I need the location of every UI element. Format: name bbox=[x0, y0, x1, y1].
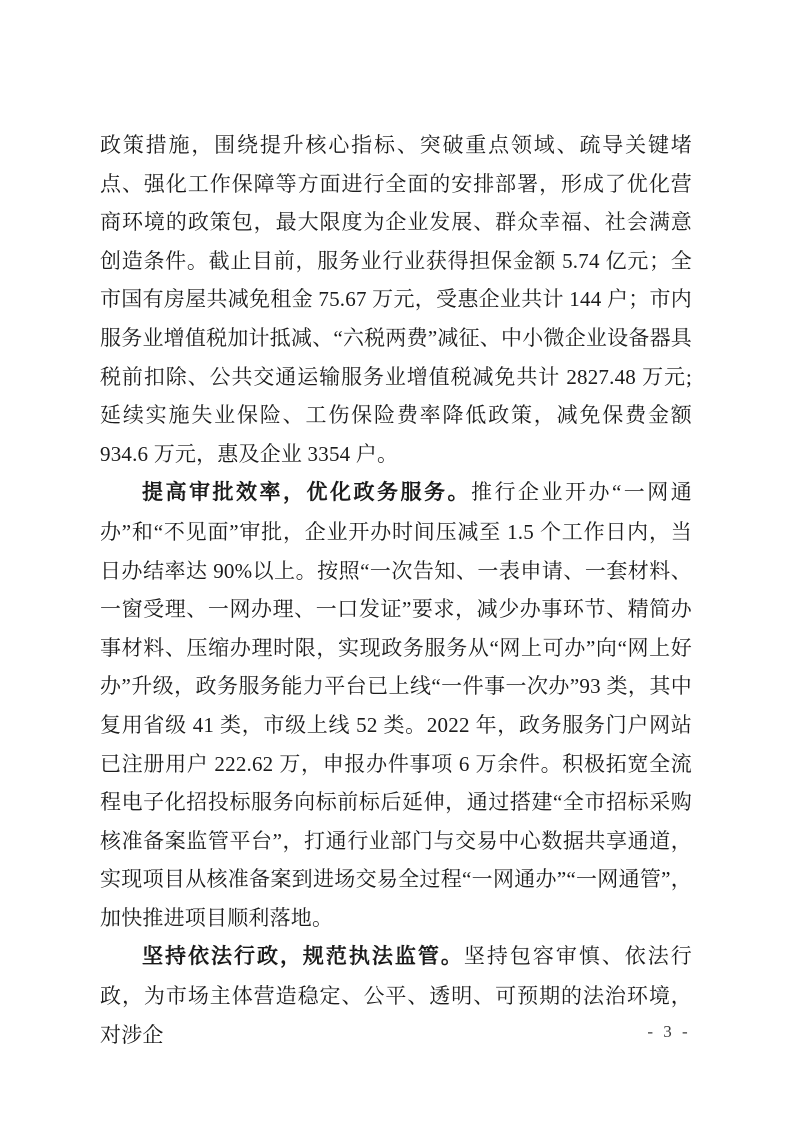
page-number: - 3 - bbox=[647, 1022, 691, 1041]
paragraph bbox=[100, 126, 692, 473]
paragraph-lead-heading: 提高审批效率，优化政务服务。 bbox=[142, 481, 471, 505]
paragraph-lead-heading: 坚持依法行政，规范执法监管。 bbox=[142, 945, 464, 969]
paragraph bbox=[100, 473, 692, 937]
paragraph-text: 政策措施，围绕提升核心指标、突破重点领域、疏导关键堵点、强化工作保障等方面进行全面的安排部署，形成了优化营商环境的政策包，最大限度为企业发展、群众幸福、社会满意创造条件。截止目前，服务业行业获得担保金额 5.74 亿元；全市国有房屋共减免租金 75.67 万元，受惠企业共计 144 户；市内服务业增值税加计抵减、“六税两费”减征、中小微企业设备器具税前扣除、公共交通运输服务业增值税减免共计 2827.48 万元; 延续实施失业保险、工伤保险费率降低政策，减免保费金额 934.6 万元，惠及企业 3354 户。 bbox=[100, 133, 692, 466]
document-body bbox=[100, 126, 692, 1054]
paragraph-text: 推行企业开办“一网通办”和“不见面”审批，企业开办时间压减至 1.5 个工作日内，当日办结率达 90%以上。按照“一次告知、一表申请、一套材料、一窗受理、一网办理、一口发证”要求，减少办事环节、精简办事材料、压缩办理时限，实现政务服务从“网上可办”向“网上好办”升级，政务服务能力平台已上线“一件事一次办”93 类，其中复用省级 41 类，市级上线 52 类。2022 年，政务服务门户网站已注册用户 222.62 万，申报办件事项 6 万余件。积极拓宽全流程电子化招投标服务向标前标后延伸，通过搭建“全市招标采购核准备案监管平台”，打通行业部门与交易中心数据共享通道，实现项目从核准备案到进场交易全过程“一网通办”“一网通管”，加快推进项目顺利落地。 bbox=[100, 480, 692, 930]
paragraph bbox=[100, 937, 692, 1054]
paragraph-text: 坚持包容审慎、依法行政，为市场主体营造稳定、公平、透明、可预期的法治环境，对涉企 bbox=[100, 944, 692, 1047]
